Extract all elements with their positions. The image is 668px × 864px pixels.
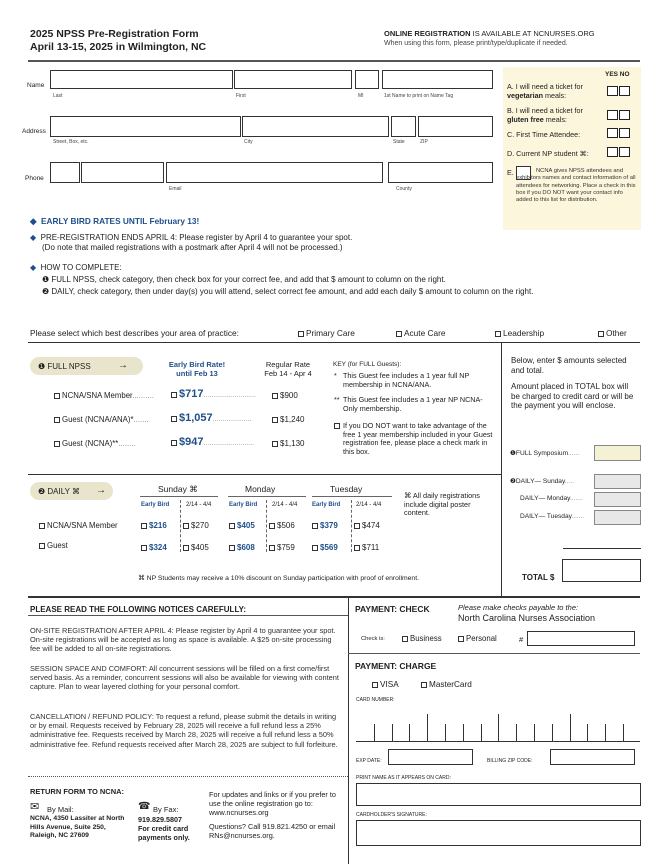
full-guest-ana-checkbox[interactable] xyxy=(54,417,60,423)
daily-sunday-amount[interactable] xyxy=(594,474,641,489)
question-e-letter: E. xyxy=(507,168,514,177)
tue-regular-head: 2/14 - 4/4 xyxy=(356,502,382,508)
daily-arrow: → xyxy=(96,485,106,496)
check-number-label: # xyxy=(519,635,524,644)
total-amount[interactable] xyxy=(562,559,641,582)
email-caption: Email xyxy=(169,186,182,192)
daily-guest-mon-regular[interactable]: $759 xyxy=(269,543,295,552)
practice-leadership[interactable]: Leadership xyxy=(495,328,544,338)
phone-number-input[interactable] xyxy=(81,162,164,183)
daily-guest-tue-early[interactable]: $569 xyxy=(312,543,338,552)
daily-member-tue-early[interactable]: $379 xyxy=(312,521,338,530)
notices-heading-rule xyxy=(28,615,348,616)
key-title: KEY (for FULL Guests): xyxy=(333,361,402,368)
question-a-yes[interactable] xyxy=(607,86,618,96)
prereg-notice: ◆ PRE-REGISTRATION ENDS APRIL 4: Please register by April 4 to guarantee your spot. (Do note that mailed registrations with a postmark after April 4 will not be processed.) xyxy=(30,233,353,252)
question-d-yes[interactable] xyxy=(607,147,618,157)
sunday-rule xyxy=(140,496,218,497)
check-business[interactable]: Business xyxy=(402,634,442,643)
key-2: ** This Guest fee includes a 1 year NP NCNA-Only membership. xyxy=(334,395,483,413)
how-to-complete: ◆ HOW TO COMPLETE: ❶ FULL NPSS, check category, then check box for your correct fee, and add that $ amount to column on the right. ❷ DAILY, check category, then under day(s) you will attend, select correct fee amount, and add each daily $ amount to column on the right. xyxy=(30,263,534,296)
practice-other[interactable]: Other xyxy=(598,328,627,338)
check-payable: Please make checks payable to the: xyxy=(458,603,579,612)
updates-note: For updates and links or if you prefer to use the online registration go to: www.ncnurses.org xyxy=(209,790,336,817)
question-a: A. I will need a ticket for vegetarian meals: xyxy=(507,82,583,100)
return-heading: RETURN FORM TO NCNA: xyxy=(30,787,125,796)
daily-guest-tue-regular[interactable]: $711 xyxy=(354,543,379,552)
daily-monday-label: DAILY— Monday....... xyxy=(520,495,583,502)
question-c-no[interactable] xyxy=(619,128,630,138)
state-input[interactable] xyxy=(391,116,416,137)
payment-charge-title: PAYMENT: CHARGE xyxy=(355,661,437,671)
full-symposium-amount[interactable] xyxy=(594,445,641,461)
card-digit-separator xyxy=(552,724,553,741)
card-number-label: CARD NUMBER: xyxy=(356,697,395,703)
card-digit-separator xyxy=(427,714,428,741)
card-digit-separator xyxy=(481,724,482,741)
totals-intro-1: Below, enter $ amounts selected and total. xyxy=(511,356,627,375)
question-c-checks xyxy=(606,128,630,140)
question-a-checks xyxy=(606,86,630,98)
card-digit-separator xyxy=(392,724,393,741)
payment-divider xyxy=(348,597,349,864)
totals-divider xyxy=(501,342,502,596)
question-d-no[interactable] xyxy=(619,147,630,157)
practice-prompt: Please select which best describes your area of practice: xyxy=(30,328,239,338)
daily-guest-mon-early[interactable]: $608 xyxy=(229,543,255,552)
total-label: TOTAL $ xyxy=(522,573,555,582)
daily-member-sun-early[interactable]: $216 xyxy=(141,521,167,530)
card-digit-separator xyxy=(409,724,410,741)
zip-caption: ZIP xyxy=(420,139,428,145)
charge-visa[interactable]: VISA xyxy=(372,680,399,689)
full-guest-ncna-early[interactable]: $947.......................... xyxy=(171,436,254,448)
full-row-guest-ncna: Guest (NCNA)**........ xyxy=(54,439,136,448)
card-digit-separator xyxy=(587,724,588,741)
key-3: If you DO NOT want to take advantage of the free 1 year membership included in your Guest registration fee, please place a check mark in this box. xyxy=(334,422,496,456)
mail-icon: ✉ xyxy=(30,801,40,813)
key-3-checkbox[interactable] xyxy=(334,423,340,429)
question-c: C. First Time Attendee: xyxy=(507,130,581,139)
mail-address: NCNA, 4350 Lassiter at North Hills Avenue, Suite 250, Raleigh, NC 27609 xyxy=(30,815,125,839)
daily-monday-amount[interactable] xyxy=(594,492,641,507)
daily-label: ❷ DAILY ⌘ xyxy=(38,487,80,496)
print-name-label: PRINT NAME AS IT APPEARS ON CARD: xyxy=(356,775,451,781)
signature-input[interactable] xyxy=(356,820,641,846)
print-name-input[interactable] xyxy=(356,783,641,806)
card-digit-separator xyxy=(534,724,535,741)
form-dates: April 13-15, 2025 in Wilmington, NC xyxy=(30,41,207,53)
full-row-member: NCNA/SNA Member.......... xyxy=(54,391,154,400)
last-caption: Last xyxy=(53,93,63,99)
check-personal[interactable]: Personal xyxy=(458,634,497,643)
question-b: B. I will need a ticket for gluten free meals: xyxy=(507,106,583,124)
daily-member-mon-regular[interactable]: $506 xyxy=(269,521,295,530)
question-d: D. Current NP student ⌘: xyxy=(507,149,589,158)
daily-member-sun-regular[interactable]: $270 xyxy=(183,521,209,530)
question-a-no[interactable] xyxy=(619,86,630,96)
full-member-regular[interactable]: $900 xyxy=(272,391,298,400)
charge-rule xyxy=(348,653,640,654)
daily-member-mon-early[interactable]: $405 xyxy=(229,521,255,530)
badge-caption: 1st Name to print on Name Tag xyxy=(384,93,454,99)
mi-input[interactable] xyxy=(355,70,379,89)
full-member-checkbox[interactable] xyxy=(54,393,60,399)
daily-tuesday-amount[interactable] xyxy=(594,510,641,525)
exp-date-input[interactable] xyxy=(388,749,473,765)
tue-early-head: Early Bird xyxy=(312,502,341,508)
fax-number: 919.829.5807 xyxy=(138,815,182,824)
card-digit-separator xyxy=(623,724,624,741)
full-symposium-label: ❶FULL Symposium...... xyxy=(510,450,580,457)
key-1: * This Guest fee includes a 1 year full NP membership in NCNA/ANA. xyxy=(334,371,470,389)
daily-guest-sun-early[interactable]: $324 xyxy=(141,543,167,552)
fax-label: By Fax: xyxy=(153,805,179,814)
mi-caption: MI xyxy=(358,93,364,99)
notices-rule xyxy=(28,596,640,598)
card-digit-separator xyxy=(374,724,375,741)
card-digit-separator xyxy=(570,714,571,741)
billing-zip-input[interactable] xyxy=(550,749,635,765)
last-name-input[interactable] xyxy=(50,70,233,89)
zip-input[interactable] xyxy=(418,116,493,137)
full-daily-rule xyxy=(28,474,501,475)
question-b-no[interactable] xyxy=(619,110,630,120)
questions-note: Questions? Call 919.821.4250 or email RNs@ncnurses.org. xyxy=(209,822,336,840)
signature-label: CARDHOLDER'S SIGNATURE: xyxy=(356,812,427,818)
daily-guest-checkbox[interactable] xyxy=(39,543,45,549)
payment-check-title: PAYMENT: CHECK xyxy=(355,604,430,614)
email-input[interactable] xyxy=(166,162,383,183)
tue-divider xyxy=(351,500,352,552)
sun-divider xyxy=(180,500,181,552)
address-label: Address xyxy=(22,128,46,135)
street-caption: Street, Box, etc. xyxy=(53,139,89,145)
day-tuesday: Tuesday xyxy=(330,484,363,494)
city-caption: City xyxy=(244,139,253,145)
full-guest-ncna-checkbox[interactable] xyxy=(54,441,60,447)
practice-acute-care[interactable]: Acute Care xyxy=(396,328,446,338)
exp-date-label: EXP DATE: xyxy=(356,758,382,764)
phone-label: Phone xyxy=(25,175,44,182)
full-guest-ana-regular[interactable]: $1,240 xyxy=(272,415,304,424)
tuesday-rule xyxy=(312,496,392,497)
subtotal-rule xyxy=(563,548,641,549)
sun-regular-head: 2/14 - 4/4 xyxy=(186,502,212,508)
card-digit-separator xyxy=(516,724,517,741)
county-caption: County xyxy=(396,186,412,192)
daily-row-member: NCNA/SNA Member xyxy=(39,521,118,530)
city-input[interactable] xyxy=(242,116,389,137)
county-input[interactable] xyxy=(388,162,493,183)
practice-primary-care[interactable]: Primary Care xyxy=(298,328,355,338)
daily-tuesday-label: DAILY— Tuesday....... xyxy=(520,513,585,520)
mail-label: By Mail: xyxy=(47,805,74,814)
name-label: Name xyxy=(27,82,45,89)
early-bird-header: Early Bird Rate! until Feb 13 xyxy=(168,360,226,378)
day-sunday: Sunday ⌘ xyxy=(158,484,198,494)
check-number-input[interactable] xyxy=(527,631,635,646)
billing-zip-label: BILLING ZIP CODE: xyxy=(487,758,533,764)
daily-note: ⌘ All daily registrations include digital poster content. xyxy=(404,491,480,518)
notice-space: SESSION SPACE AND COMFORT: All concurrent sessions will be filled on a first come/first served basis. As a reminder, concurrent sessions will also be available for viewing with content capture. Plan to wear layered clothing for your personal comfort. xyxy=(30,664,339,692)
phone-area-input[interactable] xyxy=(50,162,80,183)
check-is-label: Check is: xyxy=(361,636,385,642)
daily-member-checkbox[interactable] xyxy=(39,523,45,529)
practice-rule xyxy=(28,342,640,343)
full-npss-label: ❶ FULL NPSS xyxy=(38,362,91,371)
online-note: When using this form, please print/type/duplicate if needed. xyxy=(384,40,568,47)
daily-sunday-label: ❷DAILY— Sunday..... xyxy=(510,478,574,485)
return-rule xyxy=(28,776,348,777)
sun-early-head: Early Bird xyxy=(141,502,170,508)
notice-cancel: CANCELLATION / REFUND POLICY: To request a refund, please submit the details in writing or by email. Requests received by February 28, 2025 will receive a full refund less a 25% administrative fee. Requests received by March 28, 2025 will receive a full refund less a 50% administrative fee. Refund requests received after March 28, 2025 are subject to full forfeiture. xyxy=(30,712,338,749)
monday-rule xyxy=(228,496,306,497)
daily-member-tue-regular[interactable]: $474 xyxy=(354,521,380,530)
charge-mastercard[interactable]: MasterCard xyxy=(421,680,472,689)
question-b-yes[interactable] xyxy=(607,110,618,120)
day-monday: Monday xyxy=(245,484,276,494)
fax-note: For credit card payments only. xyxy=(138,824,190,842)
card-digit-separator xyxy=(498,714,499,741)
totals-intro-2: Amount placed in TOTAL box will be charged to credit card or will be the payment you will enclose. xyxy=(511,382,634,410)
question-b-checks xyxy=(606,110,630,122)
mon-regular-head: 2/14 - 4/4 xyxy=(272,502,298,508)
full-row-guest-ana: Guest (NCNA/ANA)*....... xyxy=(54,415,149,424)
card-digit-separator xyxy=(445,724,446,741)
full-guest-ncna-regular[interactable]: $1,130 xyxy=(272,439,304,448)
first-caption: First xyxy=(236,93,246,99)
question-d-checks xyxy=(606,147,630,159)
check-org: North Carolina Nurses Association xyxy=(458,613,596,623)
question-e-text: NCNA gives NPSS attendees and exhibitors names and contact information of all attendees for networking. Place a check in this box if you DO NOT want your contact info added to this list for distribution. xyxy=(516,168,636,204)
early-bird-notice: ◆ EARLY BIRD RATES UNTIL February 13! xyxy=(30,216,200,226)
badge-name-input[interactable] xyxy=(382,70,493,89)
card-digit-separator xyxy=(463,724,464,741)
full-npss-arrow: → xyxy=(118,360,128,371)
form-title: 2025 NPSS Pre-Registration Form xyxy=(30,28,199,40)
online-registration: ONLINE REGISTRATION IS AVAILABLE AT NCNURSES.ORG xyxy=(384,29,595,38)
mon-divider xyxy=(266,500,267,552)
full-member-early[interactable]: $717........................... xyxy=(171,388,256,400)
full-guest-ana-early[interactable]: $1,057.................... xyxy=(171,412,252,424)
header-rule xyxy=(28,60,640,62)
daily-footnote: ⌘ NP Students may receive a 10% discount on Sunday participation with proof of enrollment. xyxy=(138,575,419,582)
mon-early-head: Early Bird xyxy=(229,502,258,508)
state-caption: State xyxy=(393,139,405,145)
question-c-yes[interactable] xyxy=(607,128,618,138)
street-input[interactable] xyxy=(50,116,241,137)
regular-rate-header: Regular Rate Feb 14 - Apr 4 xyxy=(264,360,312,378)
first-name-input[interactable] xyxy=(234,70,352,89)
daily-row-guest: Guest xyxy=(39,541,68,550)
notices-heading: PLEASE READ THE FOLLOWING NOTICES CAREFULLY: xyxy=(30,605,247,614)
card-number-baseline xyxy=(356,741,640,742)
fax-icon: ☎ xyxy=(138,801,151,812)
notice-onsite: ON-SITE REGISTRATION AFTER APRIL 4: Please register by April 4 to guarantee your spot. On-site registrations will be accepted as long as space is available. A $25 on-site processing fee will be added to all on-site registrations. xyxy=(30,626,336,654)
card-digit-separator xyxy=(605,724,606,741)
yes-no-header: YES NO xyxy=(605,71,630,78)
daily-guest-sun-regular[interactable]: $405 xyxy=(183,543,209,552)
